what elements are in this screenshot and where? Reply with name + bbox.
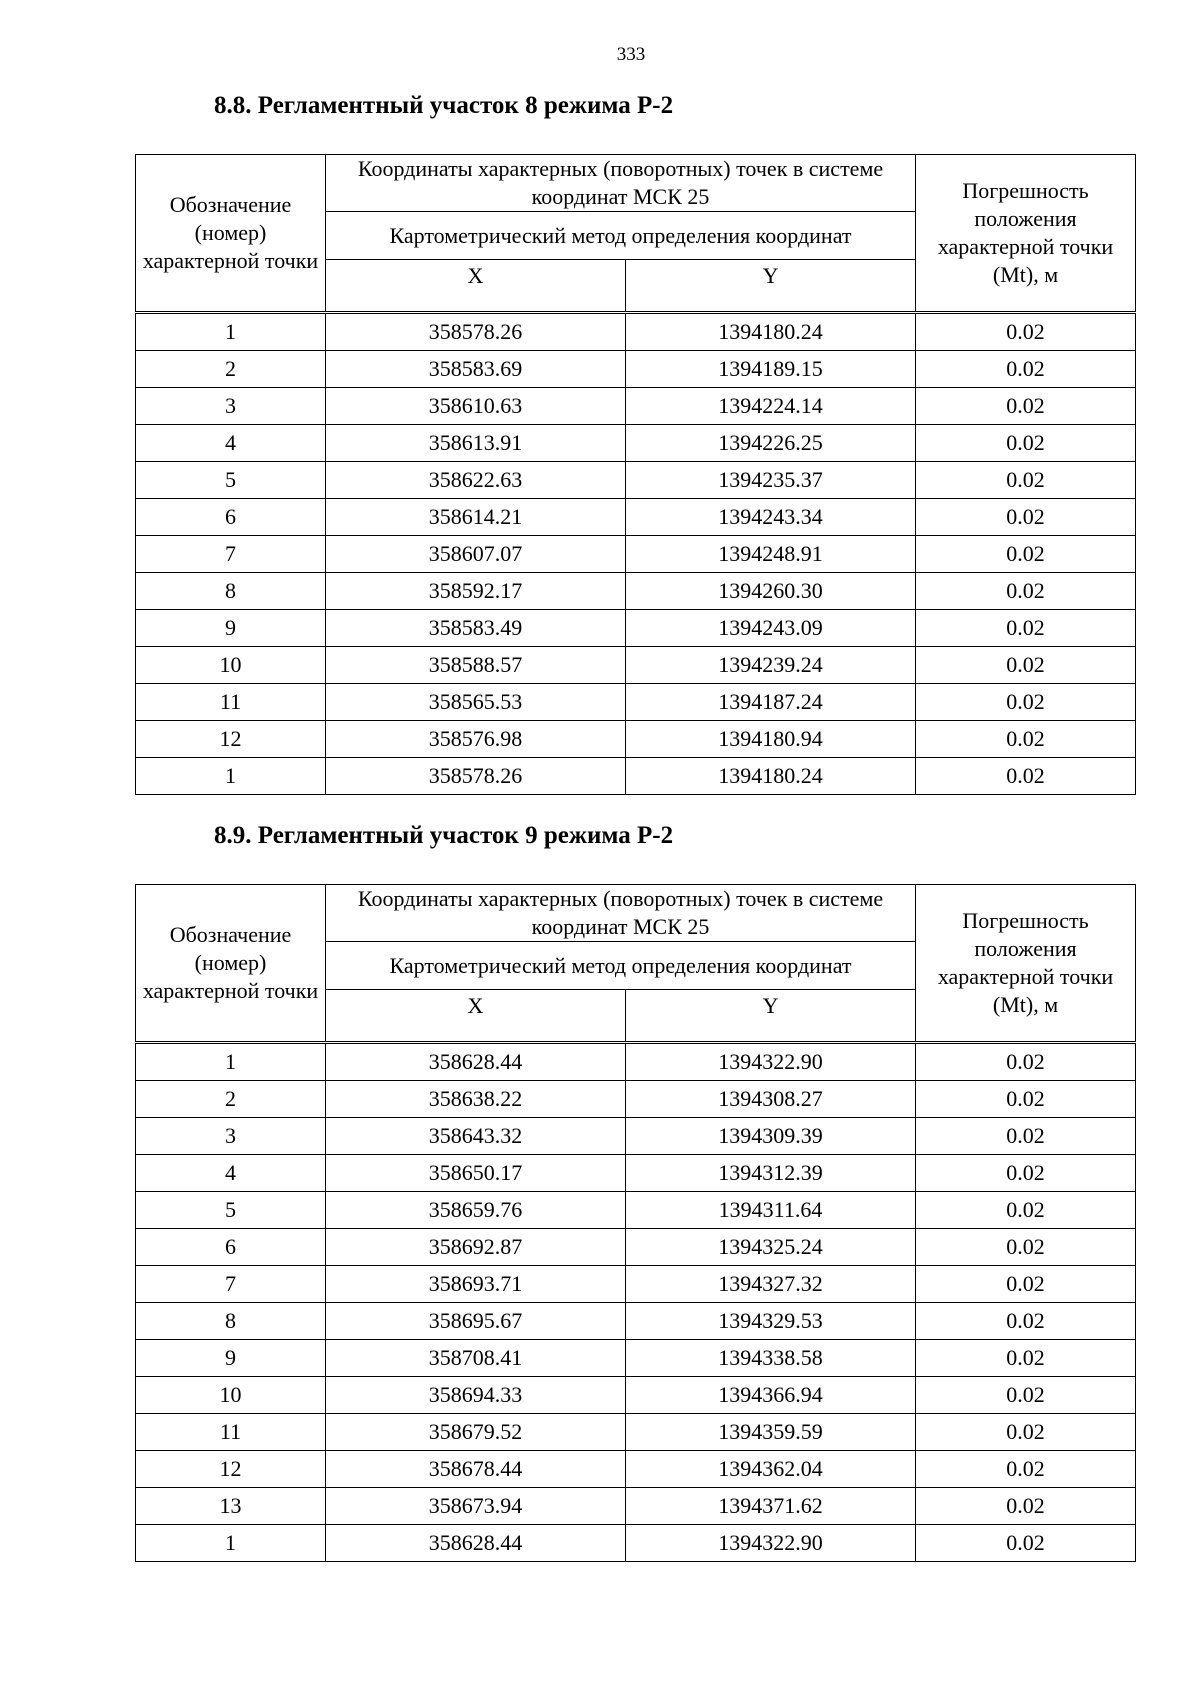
error-cell: 0.02 xyxy=(916,536,1136,573)
y-coordinate-cell: 1394180.94 xyxy=(626,721,916,758)
error-cell: 0.02 xyxy=(916,684,1136,721)
x-coordinate-cell: 358576.98 xyxy=(326,721,626,758)
point-number-cell: 1 xyxy=(136,1043,326,1081)
error-cell: 0.02 xyxy=(916,313,1136,351)
y-coordinate-cell: 1394327.32 xyxy=(626,1266,916,1303)
y-coordinate-cell: 1394322.90 xyxy=(626,1043,916,1081)
table-row xyxy=(136,1155,1136,1192)
point-number-cell: 9 xyxy=(136,610,326,647)
table-row xyxy=(136,1229,1136,1266)
y-coordinate-cell: 1394243.09 xyxy=(626,610,916,647)
point-number-cell: 9 xyxy=(136,1340,326,1377)
y-coordinate-cell: 1394224.14 xyxy=(626,388,916,425)
y-coordinate-cell: 1394329.53 xyxy=(626,1303,916,1340)
error-cell: 0.02 xyxy=(916,1118,1136,1155)
error-cell: 0.02 xyxy=(916,1192,1136,1229)
point-number-cell: 8 xyxy=(136,1303,326,1340)
method-header: Картометрический метод определения координат xyxy=(326,942,916,990)
point-number-cell: 1 xyxy=(136,313,326,351)
error-cell: 0.02 xyxy=(916,1340,1136,1377)
y-coordinate-cell: 1394322.90 xyxy=(626,1525,916,1562)
point-number-cell: 2 xyxy=(136,351,326,388)
point-number-cell: 1 xyxy=(136,1525,326,1562)
error-cell: 0.02 xyxy=(916,1451,1136,1488)
coordinates-table xyxy=(135,884,1136,1562)
y-coordinate-cell: 1394325.24 xyxy=(626,1229,916,1266)
y-coordinate-cell: 1394187.24 xyxy=(626,684,916,721)
y-coordinate-cell: 1394359.59 xyxy=(626,1414,916,1451)
y-coordinate-cell: 1394362.04 xyxy=(626,1451,916,1488)
error-cell: 0.02 xyxy=(916,388,1136,425)
table-row xyxy=(136,1451,1136,1488)
y-header: Y xyxy=(626,990,916,1043)
error-cell: 0.02 xyxy=(916,1488,1136,1525)
error-header: Погрешность положения характерной точки (Mt), м xyxy=(916,155,1136,313)
point-number-cell: 11 xyxy=(136,1414,326,1451)
x-coordinate-cell: 358613.91 xyxy=(326,425,626,462)
error-cell: 0.02 xyxy=(916,1081,1136,1118)
table-row xyxy=(136,388,1136,425)
table-row xyxy=(136,313,1136,351)
table-row xyxy=(136,1192,1136,1229)
x-coordinate-cell: 358673.94 xyxy=(326,1488,626,1525)
y-coordinate-cell: 1394366.94 xyxy=(626,1377,916,1414)
point-number-cell: 7 xyxy=(136,1266,326,1303)
x-coordinate-cell: 358583.49 xyxy=(326,610,626,647)
point-number-cell: 4 xyxy=(136,1155,326,1192)
point-number-cell: 5 xyxy=(136,1192,326,1229)
point-number-cell: 3 xyxy=(136,1118,326,1155)
x-coordinate-cell: 358692.87 xyxy=(326,1229,626,1266)
x-header: X xyxy=(326,260,626,313)
table-row xyxy=(136,610,1136,647)
x-coordinate-cell: 358610.63 xyxy=(326,388,626,425)
point-number-cell: 8 xyxy=(136,573,326,610)
y-header: Y xyxy=(626,260,916,313)
point-number-header: Обозначение (номер) характерной точки xyxy=(136,885,326,1043)
table-row xyxy=(136,499,1136,536)
error-cell: 0.02 xyxy=(916,425,1136,462)
x-coordinate-cell: 358694.33 xyxy=(326,1377,626,1414)
point-number-cell: 7 xyxy=(136,536,326,573)
error-cell: 0.02 xyxy=(916,610,1136,647)
error-cell: 0.02 xyxy=(916,1155,1136,1192)
table-row xyxy=(136,351,1136,388)
coordinates-header: Координаты характерных (поворотных) точек в системе координат МСК 25 xyxy=(326,155,916,212)
x-coordinate-cell: 358622.63 xyxy=(326,462,626,499)
table-row xyxy=(136,1414,1136,1451)
y-coordinate-cell: 1394309.39 xyxy=(626,1118,916,1155)
x-coordinate-cell: 358695.67 xyxy=(326,1303,626,1340)
section-title: 8.8. Регламентный участок 8 режима Р-2 xyxy=(214,92,674,119)
table-row xyxy=(136,1303,1136,1340)
table-row xyxy=(136,721,1136,758)
coordinates-header: Координаты характерных (поворотных) точек в системе координат МСК 25 xyxy=(326,885,916,942)
table-row xyxy=(136,758,1136,795)
table-row xyxy=(136,462,1136,499)
y-coordinate-cell: 1394180.24 xyxy=(626,313,916,351)
section-title: 8.9. Регламентный участок 9 режима Р-2 xyxy=(214,822,674,849)
error-cell: 0.02 xyxy=(916,462,1136,499)
x-coordinate-cell: 358678.44 xyxy=(326,1451,626,1488)
x-coordinate-cell: 358578.26 xyxy=(326,313,626,351)
point-number-cell: 10 xyxy=(136,647,326,684)
error-cell: 0.02 xyxy=(916,758,1136,795)
table-row xyxy=(136,573,1136,610)
point-number-cell: 2 xyxy=(136,1081,326,1118)
point-number-cell: 3 xyxy=(136,388,326,425)
x-coordinate-cell: 358628.44 xyxy=(326,1525,626,1562)
y-coordinate-cell: 1394371.62 xyxy=(626,1488,916,1525)
x-coordinate-cell: 358708.41 xyxy=(326,1340,626,1377)
y-coordinate-cell: 1394235.37 xyxy=(626,462,916,499)
point-number-cell: 12 xyxy=(136,721,326,758)
coordinates-table xyxy=(135,154,1136,795)
y-coordinate-cell: 1394311.64 xyxy=(626,1192,916,1229)
error-cell: 0.02 xyxy=(916,1303,1136,1340)
x-coordinate-cell: 358614.21 xyxy=(326,499,626,536)
table-row xyxy=(136,1488,1136,1525)
error-cell: 0.02 xyxy=(916,1229,1136,1266)
error-cell: 0.02 xyxy=(916,499,1136,536)
y-coordinate-cell: 1394226.25 xyxy=(626,425,916,462)
x-coordinate-cell: 358588.57 xyxy=(326,647,626,684)
x-coordinate-cell: 358583.69 xyxy=(326,351,626,388)
table-row xyxy=(136,1043,1136,1081)
y-coordinate-cell: 1394308.27 xyxy=(626,1081,916,1118)
x-coordinate-cell: 358628.44 xyxy=(326,1043,626,1081)
point-number-cell: 10 xyxy=(136,1377,326,1414)
page-number: 333 xyxy=(616,44,646,65)
y-coordinate-cell: 1394312.39 xyxy=(626,1155,916,1192)
y-coordinate-cell: 1394338.58 xyxy=(626,1340,916,1377)
y-coordinate-cell: 1394239.24 xyxy=(626,647,916,684)
point-number-cell: 6 xyxy=(136,499,326,536)
point-number-cell: 5 xyxy=(136,462,326,499)
error-header: Погрешность положения характерной точки (Mt), м xyxy=(916,885,1136,1043)
x-coordinate-cell: 358578.26 xyxy=(326,758,626,795)
error-cell: 0.02 xyxy=(916,351,1136,388)
x-coordinate-cell: 358643.32 xyxy=(326,1118,626,1155)
x-coordinate-cell: 358607.07 xyxy=(326,536,626,573)
error-cell: 0.02 xyxy=(916,647,1136,684)
table-row xyxy=(136,1340,1136,1377)
error-cell: 0.02 xyxy=(916,1266,1136,1303)
point-number-header: Обозначение (номер) характерной точки xyxy=(136,155,326,313)
y-coordinate-cell: 1394243.34 xyxy=(626,499,916,536)
error-cell: 0.02 xyxy=(916,721,1136,758)
y-coordinate-cell: 1394248.91 xyxy=(626,536,916,573)
y-coordinate-cell: 1394189.15 xyxy=(626,351,916,388)
point-number-cell: 6 xyxy=(136,1229,326,1266)
x-coordinate-cell: 358659.76 xyxy=(326,1192,626,1229)
table-row xyxy=(136,647,1136,684)
table-row xyxy=(136,425,1136,462)
table-row xyxy=(136,1266,1136,1303)
table-row xyxy=(136,1525,1136,1562)
point-number-cell: 12 xyxy=(136,1451,326,1488)
x-coordinate-cell: 358565.53 xyxy=(326,684,626,721)
x-coordinate-cell: 358638.22 xyxy=(326,1081,626,1118)
table-row xyxy=(136,684,1136,721)
point-number-cell: 11 xyxy=(136,684,326,721)
table-row xyxy=(136,1118,1136,1155)
x-coordinate-cell: 358592.17 xyxy=(326,573,626,610)
x-coordinate-cell: 358693.71 xyxy=(326,1266,626,1303)
point-number-cell: 1 xyxy=(136,758,326,795)
table-row xyxy=(136,1377,1136,1414)
x-coordinate-cell: 358679.52 xyxy=(326,1414,626,1451)
error-cell: 0.02 xyxy=(916,1377,1136,1414)
error-cell: 0.02 xyxy=(916,1414,1136,1451)
y-coordinate-cell: 1394260.30 xyxy=(626,573,916,610)
table-row xyxy=(136,1081,1136,1118)
x-coordinate-cell: 358650.17 xyxy=(326,1155,626,1192)
x-header: X xyxy=(326,990,626,1043)
point-number-cell: 4 xyxy=(136,425,326,462)
method-header: Картометрический метод определения координат xyxy=(326,212,916,260)
error-cell: 0.02 xyxy=(916,1043,1136,1081)
error-cell: 0.02 xyxy=(916,1525,1136,1562)
point-number-cell: 13 xyxy=(136,1488,326,1525)
table-row xyxy=(136,536,1136,573)
y-coordinate-cell: 1394180.24 xyxy=(626,758,916,795)
error-cell: 0.02 xyxy=(916,573,1136,610)
